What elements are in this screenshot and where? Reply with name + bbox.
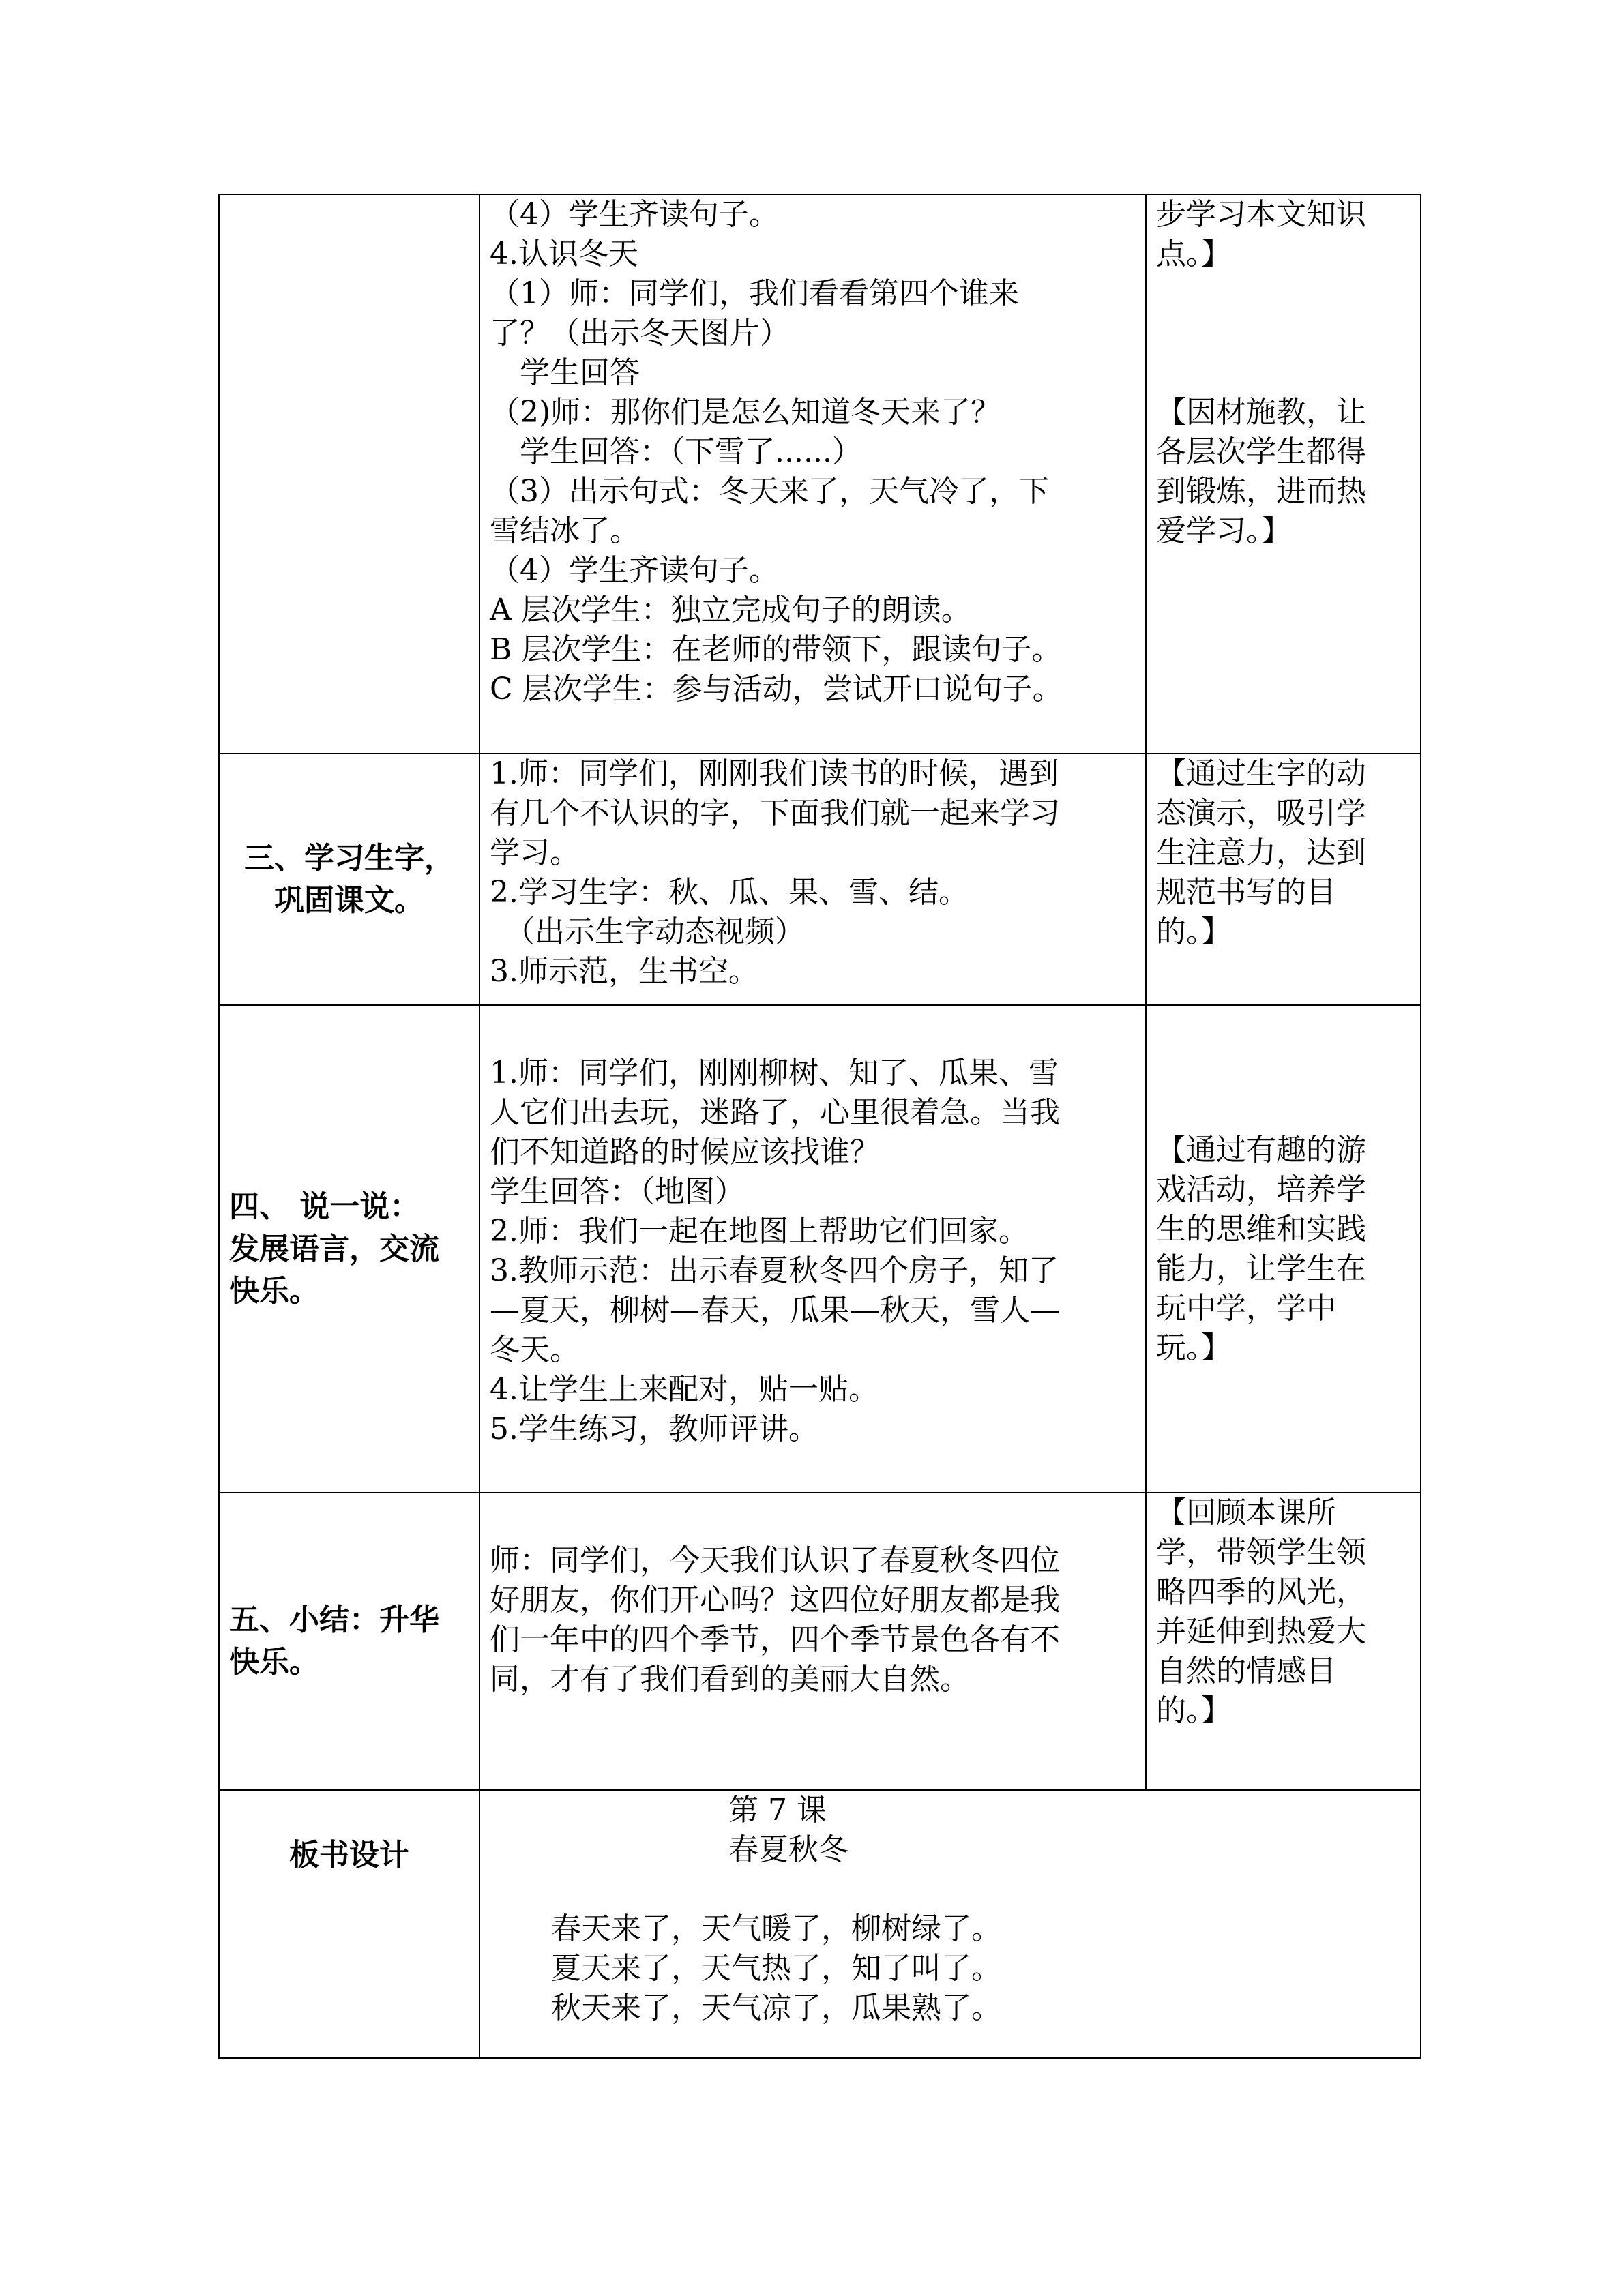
note-cell	[1146, 194, 1421, 754]
note-line: 规范书写的目	[1156, 875, 1336, 910]
board-lesson-title: 春夏秋冬	[728, 1832, 848, 1867]
content-line: 1.师：同学们，刚刚我们读书的时候，遇到	[490, 756, 1059, 791]
note-line: 戏活动，培养学	[1156, 1172, 1366, 1207]
content-cell	[479, 1493, 1146, 1790]
content-line: 学生回答：（下雪了......）	[490, 434, 862, 469]
stage-title-line: 快乐。	[229, 1273, 319, 1309]
board-content-cell	[479, 1790, 1421, 2058]
board-line: 夏天来了，天气热了，知了叫了。	[551, 1951, 1001, 1986]
lesson-plan-table	[218, 194, 1421, 2059]
stage-cell-empty	[219, 194, 479, 754]
board-line: 秋天来了，天气凉了，瓜果熟了。	[551, 1991, 1001, 2025]
content-line: B 层次学生：在老师的带领下，跟读句子。	[490, 632, 1062, 667]
content-line: 同，才有了我们看到的美丽大自然。	[490, 1662, 970, 1697]
content-line: 4.认识冬天	[490, 237, 638, 271]
content-line: （1）师：同学们，我们看看第四个谁来	[490, 276, 1019, 311]
note-line: 爱学习。】	[1156, 513, 1291, 548]
board-line: 春天来了，天气暖了，柳树绿了。	[551, 1911, 1001, 1946]
content-line: 雪结冰了。	[490, 513, 640, 548]
content-line: 学生回答	[490, 355, 640, 390]
note-line: 态演示，吸引学	[1156, 796, 1366, 831]
note-line: 略四季的风光，	[1156, 1575, 1366, 1609]
note-line: 学，带领学生领	[1156, 1535, 1366, 1570]
note-line: 【回顾本课所	[1156, 1495, 1336, 1530]
stage-title-line: 五、小结：升华	[229, 1602, 439, 1637]
note-line: 步学习本文知识	[1156, 197, 1366, 232]
note-line: 能力，让学生在	[1156, 1251, 1366, 1286]
content-line: 师：同学们，今天我们认识了春夏秋冬四位	[490, 1543, 1060, 1578]
stage-title-line: 三、学习生字，	[244, 840, 454, 876]
stage-cell	[219, 1493, 479, 1790]
stage-title-line: 发展语言，交流	[229, 1231, 439, 1266]
board-label: 板书设计	[289, 1838, 409, 1873]
note-line: 并延伸到热爱大	[1156, 1614, 1366, 1649]
content-line: 3.教师示范：出示春夏秋冬四个房子，知了	[490, 1253, 1059, 1288]
content-line: 好朋友，你们开心吗？这四位好朋友都是我	[490, 1583, 1060, 1617]
content-cell	[479, 754, 1146, 1005]
content-line: —夏天，柳树—春天，瓜果—秋天，雪人—	[490, 1293, 1060, 1328]
content-line: 学习。	[490, 835, 580, 870]
board-lesson-number: 第 7 课	[728, 1793, 827, 1828]
note-cell	[1146, 1005, 1421, 1493]
content-line: 们不知道路的时候应该找谁？	[490, 1135, 880, 1169]
stage-title-line: 巩固课文。	[274, 882, 424, 918]
content-line: 3.师示范，生书空。	[490, 954, 758, 989]
table-row-stage-4	[219, 1005, 1421, 1493]
content-line: 有几个不认识的字，下面我们就一起来学习	[490, 796, 1060, 831]
note-line: 玩。】	[1156, 1330, 1231, 1365]
note-line: 【通过生字的动	[1156, 756, 1366, 791]
stage-title-line: 四、 说一说：	[229, 1189, 420, 1224]
note-line: 生注意力，达到	[1156, 835, 1366, 870]
content-line: 学生回答：（地图）	[490, 1174, 745, 1209]
content-line: 2.学习生字：秋、瓜、果、雪、结。	[490, 875, 969, 910]
content-line: 了？（出示冬天图片）	[490, 316, 790, 351]
content-line: 们一年中的四个季节，四个季节景色各有不	[490, 1622, 1060, 1657]
note-line: 生的思维和实践	[1156, 1211, 1366, 1247]
stage-cell	[219, 1005, 479, 1493]
content-cell	[479, 1005, 1146, 1493]
table-row-stage-3	[219, 754, 1421, 1005]
content-line: 1.师：同学们，刚刚柳树、知了、瓜果、雪	[490, 1056, 1059, 1090]
note-line: 各层次学生都得	[1156, 434, 1366, 469]
content-line: A 层次学生：独立完成句子的朗读。	[490, 593, 971, 627]
content-line: 5.学生练习，教师评讲。	[490, 1412, 818, 1446]
content-line: C 层次学生：参与活动，尝试开口说句子。	[490, 672, 1063, 706]
note-cell	[1146, 1493, 1421, 1790]
table-row-stage-5	[219, 1493, 1421, 1790]
note-line: 自然的情感目	[1156, 1654, 1336, 1688]
content-cell	[479, 194, 1146, 754]
note-line: 到锻炼，进而热	[1156, 474, 1366, 509]
note-cell	[1146, 754, 1421, 1005]
content-line: 人它们出去玩，迷路了，心里很着急。当我	[490, 1095, 1060, 1130]
note-line: 玩中学，学中	[1156, 1290, 1336, 1326]
table-row-board-design	[219, 1790, 1421, 2058]
note-line: 【因材施教，让	[1156, 395, 1366, 430]
content-line: 4.让学生上来配对，贴一贴。	[490, 1372, 879, 1407]
note-line: 点。】	[1156, 237, 1231, 271]
note-line: 【通过有趣的游	[1156, 1132, 1366, 1167]
stage-cell	[219, 754, 479, 1005]
content-line: （出示生字动态视频）	[490, 914, 805, 949]
note-line: 的。】	[1156, 1693, 1231, 1728]
content-line: 2.师：我们一起在地图上帮助它们回家。	[490, 1214, 1029, 1249]
note-line: 的。】	[1156, 914, 1231, 949]
content-line: 冬天。	[490, 1332, 580, 1367]
stage-title-line: 快乐。	[229, 1645, 319, 1680]
content-line: （4）学生齐读句子。	[490, 197, 779, 232]
content-line: （4）学生齐读句子。	[490, 553, 779, 588]
board-label-cell	[219, 1790, 479, 2058]
table-row-winter	[219, 194, 1421, 754]
content-line: （3）出示句式：冬天来了，天气冷了，下	[490, 474, 1049, 509]
content-line: （2)师：那你们是怎么知道冬天来了？	[490, 395, 1001, 430]
